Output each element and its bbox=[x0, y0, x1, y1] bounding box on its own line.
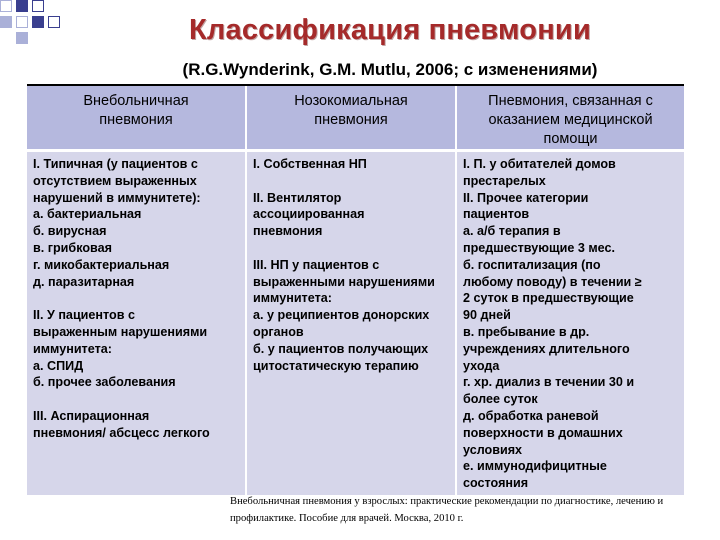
cell-gap bbox=[33, 290, 243, 307]
cell-line: I. Собственная НП bbox=[253, 157, 367, 171]
cell-line: III. НП у пациентов с bbox=[253, 257, 380, 272]
cell-line: б. у пациентов получающих bbox=[253, 341, 429, 356]
cell-line: г. хр. диализ в течении 30 и bbox=[463, 375, 635, 390]
header-line: помощи bbox=[543, 131, 598, 147]
cell-line: любому поводу) в течении ≥ bbox=[463, 274, 642, 289]
cell-line: II. Вентилятор bbox=[253, 190, 342, 205]
header-line: оказанием медицинской bbox=[488, 112, 653, 128]
cell-line: выраженным нарушениями bbox=[33, 324, 208, 339]
cell-line: II. У пациентов с bbox=[33, 308, 135, 323]
cell-nosocomial bbox=[253, 156, 453, 374]
cell-line: а. у реципиентов донорских bbox=[253, 308, 430, 323]
cell-line: б. вирусная bbox=[33, 224, 107, 239]
cell-line: д. обработка раневой bbox=[463, 408, 599, 423]
header-line: Нозокомиальная bbox=[294, 93, 408, 109]
cell-line: органов bbox=[253, 324, 304, 339]
cell-line: пневмония bbox=[253, 224, 323, 239]
cell-line: II. Прочее категории bbox=[463, 190, 589, 205]
header-line: пневмония bbox=[99, 112, 173, 128]
cell-line: иммунитета: bbox=[253, 291, 332, 306]
header-community-acquired bbox=[27, 86, 245, 149]
cell-line: пневмония/ абсцесс легкого bbox=[33, 425, 210, 440]
cell-line: б. госпитализация (по bbox=[463, 257, 601, 272]
cell-line: престарелых bbox=[463, 173, 546, 188]
cell-line: 2 суток в предшествующие bbox=[463, 291, 634, 306]
cell-line: д. паразитарная bbox=[33, 274, 135, 289]
cell-gap bbox=[253, 173, 453, 190]
page-title: Классификация пневмонии bbox=[189, 14, 591, 46]
cell-line: иммунитета: bbox=[33, 341, 112, 356]
cell-line: I. Типичная (у пациентов с bbox=[33, 157, 198, 171]
cell-line: состояния bbox=[463, 476, 529, 491]
header-divider bbox=[27, 149, 684, 152]
header-healthcare-associated bbox=[457, 86, 684, 149]
cell-line: цитостатическую терапию bbox=[253, 358, 419, 373]
cell-line: ассоциированная bbox=[253, 207, 365, 222]
header-line: пневмония bbox=[314, 112, 388, 128]
cell-line: выраженными нарушениями bbox=[253, 274, 435, 289]
page-subtitle: (R.G.Wynderink, G.M. Mutlu, 2006; с изменениями) bbox=[182, 60, 598, 79]
source-reference bbox=[230, 494, 710, 527]
source-line: профилактике. Пособие для врачей. Москва, 2010 г. bbox=[230, 512, 464, 524]
cell-gap bbox=[253, 240, 453, 257]
cell-line: поверхности в домашних bbox=[463, 425, 623, 440]
header-line: Пневмония, связанная с bbox=[488, 93, 653, 109]
classification-table bbox=[27, 84, 684, 495]
column-divider bbox=[245, 86, 247, 495]
cell-line: в. пребывание в др. bbox=[463, 324, 590, 339]
cell-line: ухода bbox=[463, 358, 500, 373]
cell-gap bbox=[33, 391, 243, 408]
cell-line: г. микобактериальная bbox=[33, 257, 170, 272]
cell-line: III. Аспирационная bbox=[33, 408, 150, 423]
cell-line: а. а/б терапия в bbox=[463, 224, 561, 239]
cell-healthcare-associated bbox=[463, 156, 681, 492]
cell-community-acquired bbox=[33, 156, 243, 442]
cell-line: условиях bbox=[463, 442, 523, 457]
cell-line: предшествующие 3 мес. bbox=[463, 240, 616, 255]
header-line: Внебольничная bbox=[83, 93, 189, 109]
source-line: Внебольничная пневмония у взрослых: практические рекомендации по диагностике, лечению и bbox=[230, 496, 664, 507]
cell-line: 90 дней bbox=[463, 308, 511, 323]
cell-line: а. бактериальная bbox=[33, 207, 142, 222]
cell-line: более суток bbox=[463, 392, 538, 407]
cell-line: I. П. у обитателей домов bbox=[463, 157, 616, 171]
column-divider bbox=[455, 86, 457, 495]
cell-line: е. иммунодифицитные bbox=[463, 459, 607, 474]
cell-line: а. СПИД bbox=[33, 358, 84, 373]
cell-line: б. прочее заболевания bbox=[33, 375, 176, 390]
cell-line: пациентов bbox=[463, 207, 530, 222]
cell-line: в. грибковая bbox=[33, 240, 112, 255]
cell-line: учреждениях длительного bbox=[463, 341, 630, 356]
header-nosocomial bbox=[247, 86, 455, 149]
cell-line: отсутствием выраженных bbox=[33, 173, 197, 188]
cell-line: нарушений в иммунитете): bbox=[33, 190, 201, 205]
